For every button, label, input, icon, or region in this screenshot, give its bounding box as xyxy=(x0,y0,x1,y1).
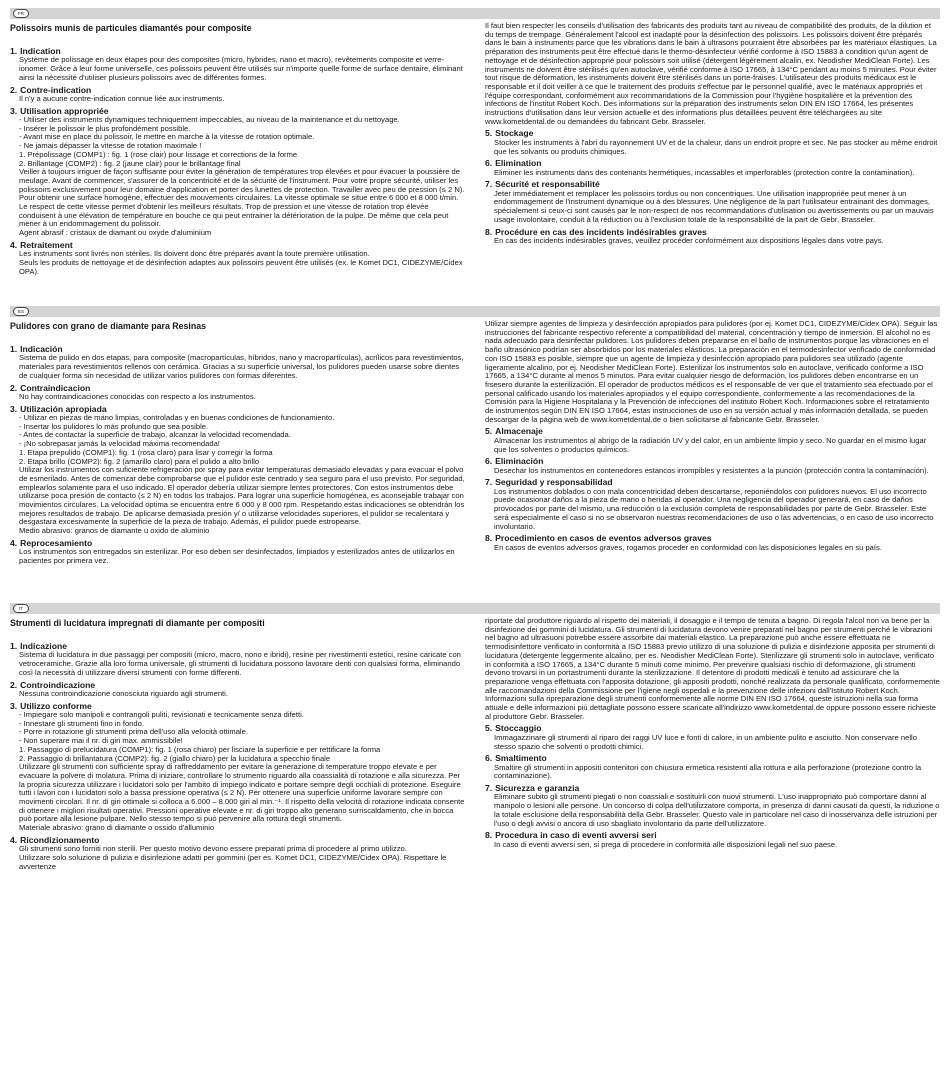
section-heading: 8. Procedimiento en casos de eventos adversos graves xyxy=(485,533,712,544)
column-left-es xyxy=(10,317,465,566)
language-bar-es xyxy=(10,306,940,317)
section-body: Sistema de pulido en dos etapas, para composite (macropartículas, híbridos, nano y macropartículas), acrílicos para revestimientos, materiales para revestimientos rellenos con cerámica. Gracias a su superficie universal, los pulidores pueden usarse sobre dientes de cualquier forma sin necesidad de utilizar varios pulidores con formas diferentes. xyxy=(19,353,464,380)
heading-es: Pulidores con grano de diamante para Resinas xyxy=(10,321,207,331)
section-body: - Utiliser des instruments dynamiques techniquement impeccables, au niveau de la maintenance et du nettoyage. - Insérer le polissoir le plus profondément possible. - Avant mise en place du polissoir, le mettre en marche à la vitesse de rotation optimale. - Ne jamais dépasser la vitesse de rotation maximale ! 1. Prépolissage (COMP1) : fig. 1 (rose clair) pour lissage et corrections de la forme 2. Brillantage (COMP2) : fig. 2 (jaune clair) pour le brillantage final Veiller à toujours irriguer de façon suffisante pour éviter la génération de températures trop élevées et pour évacuer la poussière de meulage. Avant de commencer, s'assurer de la concentricité et de la sécurité de l'instrument. Pour votre propre sécurité, utiliser les polissoirs exclusivement pour leur domaine d'application et porter des lunettes de protection. Travailler avec peu de pression (≤ 2 N). Pour obtenir une surface homogène, effectuer des mouvements circulaires. La vitesse optimale se situe entre 6 000 et 8 000 t/min. Le respect de cette vitesse permet d'obtenir les meilleurs résultats. Trop de pression et une vitesse de rotation trop élevée conduisent à une élévation de température en bouche ce qui peut entrainer la détérioration de la pulpe. De même que cela peut mener à un endommagement du polissoir. Agent abrasif : cristaux de diamant ou oxyde d'aluminium xyxy=(19,115,465,238)
section-body: - Utilizar en piezas de mano limpias, controladas y en buenas condiciones de funcionamiento. - Insertar los pulidores lo más profundo que sea posible. - Antes de contactar la superficie de trabajo, alcanzar la velocidad recomendada. - ¡No sobrepasar jamás la velocidad máxima recomendada! 1. Etapa prepulido (COMP1): fig. 1 (rosa claro) para lisar y corregir la forma 2. Etapa brillo (COMP2): fig. 2 (amarillo claro) para el pulido a alto brillo Utilizar los instrumentos con suficiente refrigeración por spray para evitar temperaturas demasiado elevadas y para evacuar el polvo de esmerilado. Antes de comenzar debe comprobarse que el pulidor este centrado y sea seguro para el uso previsto. Por seguridad, emplearlos solamente para el uso indicado. El operador debería utilizar siempre lentes protectores. Con estos instrumentos debe utilizarse poca presión de contacto (≤ 2 N) en todos los trabajos. Para lograr una superficie homogénea, es aconsejable trabajar con movimientos circulares. La velocidad optima se encuentra entre 6 000 y 8 000 rpm. Respetando estas indicaciones se obtendrán los mejores resultados de trabajo. De aplicarse demasiada presión y/ o utilizarse velocidades superiores, el pulidor se recalentara y desgastara excesivamente la superficie de la pieza de trabajo. Además, el pulidor puede estropearse. Medio abrasivo: granos de diamante u oxido de aluminio xyxy=(19,413,465,536)
heading-fr: Polissoirs munis de particules diamantés pour composite xyxy=(10,23,252,33)
section-heading: 7. Sicurezza e garanzia xyxy=(485,783,580,794)
section-body: In caso di eventi avversi seri, si prega di procedere in conformità alle disposizioni legali nel suo paese. xyxy=(494,839,838,849)
language-badge-es: ES xyxy=(13,307,29,316)
language-bar-fr xyxy=(10,8,940,19)
section-heading: 4. Retraitement xyxy=(10,239,73,250)
section-heading: 7. Sécurité et responsabilité xyxy=(485,179,600,190)
section-body: En cas des incidents indésirables graves, veuillez procéder conformément aux dispositions légales dans votre pays. xyxy=(494,235,884,245)
section-body: Almacenar los instrumentos al abrigo de la radiación UV y del calor, en un ambiente limpio y seco. No guardar en el mismo lugar que los solventes o productos químicos. xyxy=(494,435,927,454)
section-body: Système de polissage en deux étapes pour des composites (micro, hybrides, nano et macro), revêtements composite et verre-ionomer. Grâce à leur forme universelle, ces polissoirs peuvent être utilisés sur n'importe quelle forme de surface dentaire, éliminant ainsi la nécessité d'utiliser plusieurs polissoirs avec de différentes formes. xyxy=(19,55,463,82)
section-fr xyxy=(10,8,940,276)
section-heading: 1. Indication xyxy=(10,46,61,56)
language-bar-it xyxy=(10,603,940,614)
section-body: Il n'y a aucune contre-indication connue liée aux instruments. xyxy=(19,93,225,103)
language-badge-fr: FR xyxy=(13,9,29,18)
section-body: En casos de eventos adversos graves, rogamos proceder en conformidad con las disposiciones legales en su país. xyxy=(494,542,882,552)
section-heading: 3. Utilizzo conforme xyxy=(10,700,92,711)
section-body: Eliminer les instruments dans des contenants hermétiques, incassables et imperforables (protection contre la contamination). xyxy=(494,167,915,177)
reprocessing-continued: Utilizar siempre agentes de limpieza y desinfección apropiados para pulidores (por ej. Komet DC1, CIDEZYME/Cidex OPA). Seguir las instrucciones del fabricante respectivo referente a compatibilidad del material, concentración y tiempo de inmersión. El alcohol no es nada adecuado para desinfectar pulidores. Los pulidores deben prepararse en el baño de instrumentos porque las vibraciones en el baño ultrasónico podrían ser absorbidos por los materiales elásticos. La preparación en el termodesinfector verificado de conformidad con ISO 15883 es posible, siempre que un agente de limpieza y desinfección apropiado para pulidores sea utilizado (agente ligeramente alcalino, por ej. Neodisher MediClean Forte). Esterilizar los instrumentos solo en autoclave, verificado conforme a ISO 17665, a 134°C durante al menos 5 minutos. Para evitar cualquier riesgo de deformación, los pulidores deben encontrarse en un frsesero durante la esterilización. El operador de productos médicos es el responsable de ver que el tratamiento sea efectuado por el personal calificado usando los materiales apropiados y el equipo correspondiente, conformemente a las recomendaciones de la Comisión para la Higiene Hospitalaria y la Prevención de infecciones del instituto Robert Koch. Informaciones sobre el retratamiento de instrumentos según DIN EN ISO 17664, estas instrucciones de uso en su versión actual y más información detallada, se pueden descargar de la página web de www.kometdental.de o bien solicitarse al fabricante Gebr. Brasseler. xyxy=(485,319,938,424)
section-heading: 6. Elimination xyxy=(485,158,542,169)
section-it xyxy=(10,603,940,871)
reprocessing-continued: Il faut bien respecter les conseils d'utilisation des fabricants des produits tant au niveau de compatibilité des produits, de la dilution et du temps de trempage. Généralement l'alcool est inadapté pour la désinfection des polissoirs. Les polissoirs doivent être préparés dans le bain à instruments parce que les vibrations dans le bain à ultrasons pourraient être absorbées par les matériaux élastiques. La préparation des instruments peut être effectué dans le thermo-désinfecteur vérifié conforme à ISO 15883 à condition qu'un agent de nettoyage et de désinfection approprié pour polissoirs soit utilisé (détergent légèrement alcalin, ex. Neodisher MediClean Forte). Les instruments ne doivent être stérilisés qu'en autoclave, vérifié conforme à ISO 17665, à 134°C pendant au moins 5 minutes. Pour éviter tout risque de déformation, les instruments doivent être stérilisés dans un porte-fraises. L'utilisateur des produits médicaux est le responsable et il doit veiller à ce que le traitement des produits s'effectue par le personnel qualifié, avec le matériaux appropriés et l'équipe correspondant, conformément aux recommandations de la Commission pour l'hygiène hospitalière et la prévention des infections de l'institut Robert Koch. Des informations sur la préparation des instruments selon DIN EN ISO 17664, les présentes instructions d'utilisation dans leur version actuelle et des informations plus détaillées peuvent être téléchargées au site www.kometdental.de ou demandées du fabricant Gebr. Brasseler. xyxy=(485,21,937,126)
section-body: Jeter immédiatement et remplacer les polissoirs tordus ou non concentriques. Une utilisation inappropriée peut mener à un endommagement de l'instrument dynamique ou à des blessures. Une négligence de la part l'utilisateur entrainant des dommages, spécialement si ceux-ci sont causés par le non-respect de nos recommandations d'utilisation ou avertissements ou par un mauvais usage involontaire, conduit à la réduction ou à l'exclusion totale de la responsabilité de la part de Gebr. Brasseler. xyxy=(494,188,934,224)
section-body: No hay contraindicaciones conocidas con respecto a los instrumentos. xyxy=(19,391,256,401)
section-heading: 6. Smaltimento xyxy=(485,753,547,764)
heading-it: Strumenti di lucidatura impregnati di diamante per compositi xyxy=(10,618,265,628)
column-right-es xyxy=(485,317,940,566)
section-heading: 6. Eliminación xyxy=(485,456,544,467)
section-heading: 7. Seguridad y responsabilidad xyxy=(485,477,613,488)
section-heading: 8. Procedura in caso di eventi avversi seri xyxy=(485,830,657,841)
section-heading: 3. Utilización apropiada xyxy=(10,403,107,414)
section-body: Gli strumenti sono forniti non sterili. Per questo motivo devono essere preparati prima di procedere al primo utilizzo. Utilizzare solo soluzione di pulizia e disinfezione adatti per gommini (per es. Komet DC1, CIDEZYME/Cidex OPA). Rispettare le avvertenze xyxy=(19,844,447,871)
section-heading: 4. Ricondizionamento xyxy=(10,834,100,845)
section-heading: 3. Utilisation appropriée xyxy=(10,105,109,116)
language-badge-it: IT xyxy=(13,604,29,613)
section-body: Stocker les instruments à l'abri du rayonnement UV et de la chaleur, dans un endroit propre et sec. Ne pas stocker au même endroit que les solvants ou produits chimiques. xyxy=(494,137,938,156)
section-body: Les instruments sont livrés non stériles. Ils doivent donc être préparés avant la toute première utilisation. Seuls les produits de nettoyage et de désinfection adaptes aux polissoirs peuvent être utilisés (ex. le Komet DC1, CIDEZYME/Cidex OPA). xyxy=(19,249,463,276)
section-body: Smaltire gli strumenti in appositi contenitori con chiusura ermetica resistenti alla rottura e alla perforazione (protezione contro la contaminazione). xyxy=(494,762,922,781)
reprocessing-continued: riportate dal produttore riguardo al rispetto dei materiali, il dosaggio e il tempo de tenuta a bagno. Di regola l'alcol non va bene per la disinfezione dei gommini di lucidatura. Gli strumenti di lucidatura devono venire preparati nel bagno per strumenti perché le vibrazioni nel bagno ad ultrasuoni potrebbe essere assorbite dai materiali elastico. La preparazione può anche essere effettuata ne termodisinfettore verificato in conformità a ISO 15883 previo utilizzo di una soluzione di pulizia e disinfezione apposita per strumenti di lucidatura (detergente leggermente alcalino, per es. Neodisher MediClean Forte). Sterilizzare gli strumenti solo in autoclave, verificato in conformità a ISO 17665, a 134°C durante 5 minuti come minimo. Per prevenire qualsiasi rischio di deformazione, gli strumenti devono trovarsi in un portastrumenti durante la sterilizzazione. Il detentore di prodotti medicali è tenuto ad assicurare che la preparazione venga effettuata con l'apposita dotazione, gli appositi prodotti, nonché realizzata da personale qualificato, conformemente alle raccomandazioni della Commissione per l'igiene negli ospedali e la prevenzione delle infezioni dall'Istituto Robert Koch. Informazioni sulla ripreparazione degli strumenti conformemente alle norme DIN EN ISO 17664, queste istruzioni nella sua forma attuale e delle informazioni più dettagliate possono essere scaricate all'indirizzo www.kometdental.de oppure possono essere richieste al produttore Gebr. Brasseler. xyxy=(485,616,940,721)
section-body: Los instrumentos doblados o con mala concentricidad deben descartarse, reponiéndolos con pulidores nuevos. El uso incorrecto puede ocasionar daños a la pieza de mano o heridas al operador. Una negligencia del operador generará, en caso de daños provocados por parte del mismo, una reducción o la exclusión completa de responsabilidades por parte de Gebr. Brasseler. Este será especialmente el caso si no se observaron nuestras recomendaciones de uso o las advertencias, o en caso de uso incorrecto involuntario. xyxy=(494,486,934,531)
section-heading: 5. Stockage xyxy=(485,128,534,139)
section-body: Desechar los instrumentos en contenedores estancos irrompibles y resistentes a la punción (protección contra la contaminación). xyxy=(494,465,929,475)
section-body: Los instrumentos son entregados sin esterilizar. Por eso deben ser desinfectados, limpiados y esterilizados antes de utilizarlos en pacientes por primera vez. xyxy=(19,547,455,565)
section-es xyxy=(10,306,940,566)
column-left-fr xyxy=(10,19,465,276)
section-heading: 2. Controindicazione xyxy=(10,679,96,690)
section-heading: 2. Contre-indication xyxy=(10,84,92,95)
section-body: Sistema di lucidatura in due passaggi per compositi (micro, macro, nono e ibridi), resine per rivestimenti estetici, resine caricate con vetroceramiche. Grazie alla loro forma universale, gli strumenti di lucidatura possono lavorare denti con qualsiasi forma, eliminando così la necessità di utilizzare diversi strumenti con forme differenti. xyxy=(19,650,461,677)
section-heading: 5. Stoccaggio xyxy=(485,723,542,734)
section-heading: 2. Contraindicacion xyxy=(10,382,91,393)
section-body: - Impiegare solo manipoli e contrangoli puliti, revisionati e tecnicamente senza difetti. - Innestare gli strumenti fino in fondo. - Porre in rotazione gli strumenti prima dell'uso alla velocità ottimale. - Non superare mai il nr. di giri max. ammissibile! 1. Passaggio di prelucidatura (COMP1): fig. 1 (rosa chiaro) per lisciare la superficie e per rettificare la forma 2. Passaggio di brillantatura (COMP2): fig. 2 (giallo chiaro) per la lucidatura a specchio finale Utilizzare gli strumenti con sufficiente spray di raffreddamento per evitare la generazione di temperature troppo elevate e per evacuare la polvere di molatura. Prima di iniziare, controllare lo strumento riguardo alla coassialità di rotazione e alla sicurezza. Per la propria sicurezza utilizzare i lucidatori solo per l'ambito di impiego indicato e portare sempre degli occhiali di protezione. Eseguire tutti i lavori con i lucidatori solo a bassa pressione operativa (≤ 2 N). Per ottenere una superficie uniforme lavorare sempre con movimenti circolari. Il nr. di giri ottimale si colloca a 6.000 – 8.000 giri al min.⁻¹. Il rispetto della velocità di rotazione indicata consente di ottenere i migliori risultati operativi. Pressioni operative elevate e nr. di giri troppo alto generano surriscaldamento, che in bocca può portare alla lesione pulpare. Nello stesso tempo si può pervenire alla rottura degli strumenti. Materiale abrasivo: grano di diamante o ossido d'alluminio xyxy=(19,710,465,833)
column-left-it xyxy=(10,614,465,871)
section-body: Eliminare subito gli strumenti piegati o non coassiali e sostituirli con nuovi strumenti. L'uso inappropriato può comportare danni al manipolo o lesioni alle persone. Un concorso di colpa dell'utilizzatore comporta, in presenza di danni causati da questi, la riduzione o la totale esclusione della responsabilità della Gebr. Brasseler. Questo vale in particolare nel caso di inosservanza delle istruzioni per l'uso o degli avvisi o ancora di uso sbagliato involontario da parte dell'utilizzatore. xyxy=(494,792,940,828)
column-right-it xyxy=(485,614,940,871)
column-right-fr xyxy=(485,19,940,276)
section-heading: 4. Reprocesamiento xyxy=(10,537,93,548)
section-heading: 1. Indicazione xyxy=(10,641,67,651)
section-body: Immagazzinare gli strumenti al riparo dei raggi UV luce e fonti di calore, in un ambiente pulito e asciutto. Non conservare nello stesso spazio che solventi o prodotti chimici. xyxy=(494,732,917,751)
section-heading: 8. Procédure en cas des incidents indésirables graves xyxy=(485,226,707,237)
section-heading: 1. Indicación xyxy=(10,344,63,354)
section-heading: 5. Almacenaje xyxy=(485,426,543,437)
section-body: Nessuna controindicazione conosciuta riguardo agli strumenti. xyxy=(19,688,228,698)
